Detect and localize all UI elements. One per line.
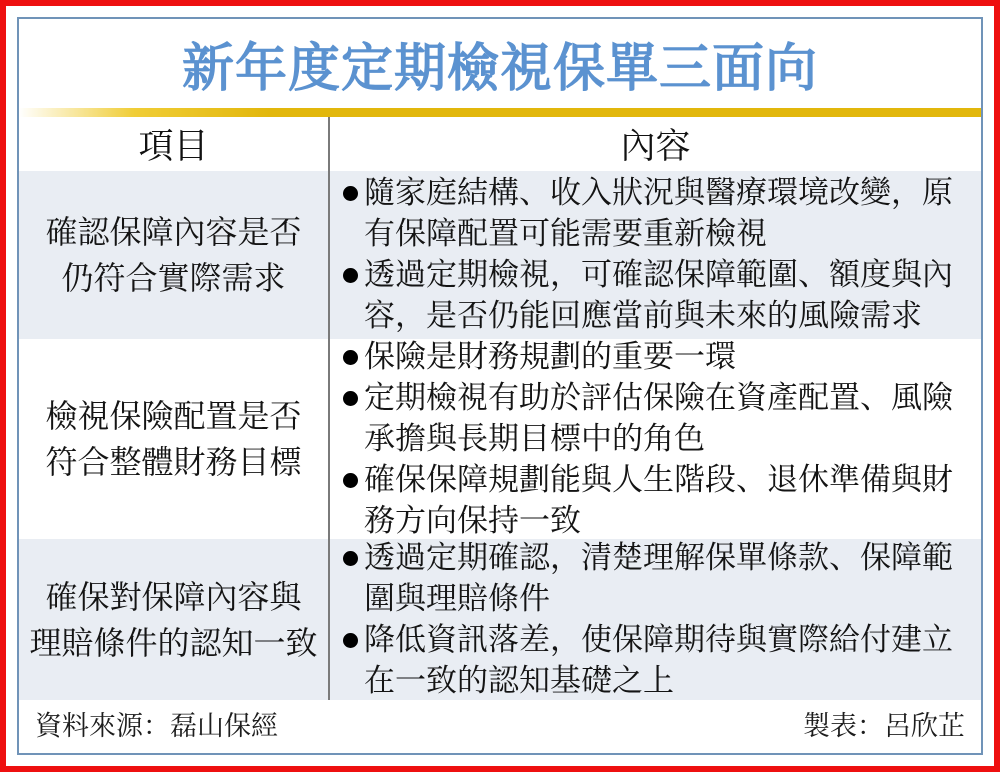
list-item: [342, 620, 973, 702]
row3-item-line1: 確保對保障內容與: [45, 577, 302, 616]
list-item: [342, 337, 973, 378]
bullet-icon: [343, 350, 358, 365]
row2-bullet2-text: 定期檢視有助於評估保險在資產配置、風險承擔與長期目標中的角色: [364, 379, 953, 457]
bullet-icon: [343, 633, 358, 648]
row2-item-line2: 符合整體財務目標: [45, 443, 302, 481]
policy-review-table: [19, 117, 981, 753]
row1-item-cell: [19, 171, 330, 339]
row1-item-line2: 仍符合實際需求: [61, 259, 286, 297]
bullet-icon: [343, 473, 358, 488]
row1-bullet1-text: 隨家庭結構、收入狀況與醫療環境改變，原有保障配置可能需要重新檢視: [364, 175, 953, 252]
row3-item-cell: [19, 539, 330, 700]
header-content: 內容: [620, 127, 691, 167]
infographic-panel: [17, 17, 983, 755]
title-block: [19, 19, 981, 108]
row3-bullet1-text: 透過定期確認，清楚理解保單條款、保障範圍與理賠條件: [364, 539, 953, 617]
row2-bullet3-text: 確保保障規劃能與人生階段、退休準備與財務方向保持一致: [364, 461, 953, 539]
row3-item-line2: 理賠條件的認知一致: [29, 623, 318, 662]
bullet-icon: [343, 391, 358, 406]
list-item: [342, 255, 973, 337]
data-source-label: 資料來源：磊山保經: [35, 711, 278, 742]
row2-item-cell: [19, 339, 330, 539]
row2-item-line1: 檢視保險配置是否: [45, 397, 302, 435]
bullet-icon: [343, 551, 358, 566]
table-row: [19, 339, 981, 539]
list-item: [342, 460, 973, 542]
list-item: [342, 538, 973, 620]
bullet-icon: [343, 186, 358, 201]
row1-item-line1: 確認保障內容是否: [45, 213, 302, 251]
gold-divider-line: [19, 108, 981, 117]
footer: [19, 700, 981, 753]
row1-bullet2-text: 透過定期檢視，可確認保障範圍、額度與內容，是否仍能回應當前與未來的風險需求: [364, 257, 953, 334]
table-header-row: [19, 117, 981, 171]
page-title: 新年度定期檢視保單三面向: [181, 39, 818, 99]
row2-content-cell: [330, 339, 981, 539]
row2-bullet1-text: 保險是財務規劃的重要一環: [364, 338, 736, 375]
row3-content-cell: [330, 539, 981, 700]
list-item: [342, 378, 973, 460]
table-row: [19, 539, 981, 700]
row3-bullet2-text: 降低資訊落差，使保障期待與實際給付建立在一致的認知基礎之上: [364, 621, 953, 699]
header-item: 項目: [19, 117, 330, 171]
table-row: [19, 171, 981, 339]
bullet-icon: [343, 268, 358, 283]
table-credit-label: 製表：呂欣芷: [803, 711, 965, 742]
list-item: [342, 173, 973, 255]
row1-content-cell: [330, 171, 981, 339]
